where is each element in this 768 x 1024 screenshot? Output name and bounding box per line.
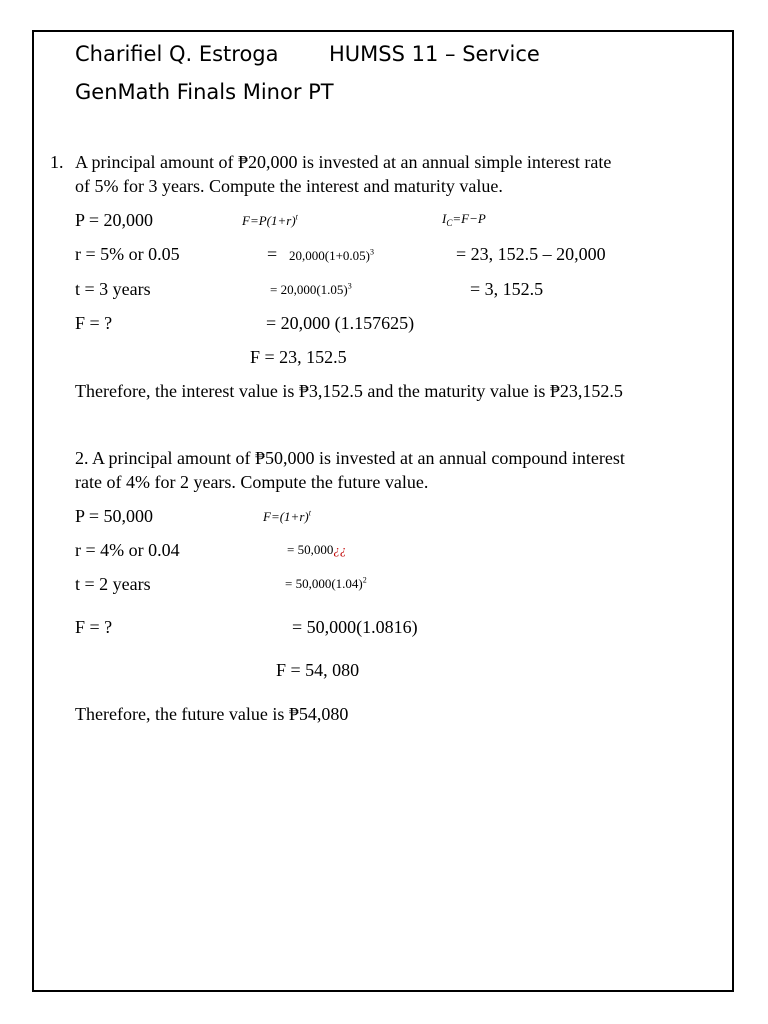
problem2-statement-line2: rate of 4% for 2 years. Compute the future value. xyxy=(75,472,429,492)
problem2-conclusion: Therefore, the future value is ₱54,080 xyxy=(75,704,349,724)
problem1-formula: $F=P(1+r)^t$ xyxy=(242,212,298,228)
problem2-given-principal: P = 50,000 xyxy=(75,506,153,526)
problem1-statement-line2: of 5% for 3 years. Compute the interest and maturity value. xyxy=(75,176,503,196)
problem1-step2: = $20,000(1.05)^3$ xyxy=(270,281,352,297)
problem1-interest-formula: $I_C=F-P$ xyxy=(442,211,486,228)
document-subtitle: GenMath Finals Minor PT xyxy=(75,80,334,104)
problem1-given-future: F = ? xyxy=(75,313,113,333)
student-name: Charifiel Q. Estroga xyxy=(75,42,279,66)
problem2-given-time: t = 2 years xyxy=(75,574,151,594)
problem1-result: F = 23, 152.5 xyxy=(250,347,347,367)
problem2-formula: $F=(1+r)^t$ xyxy=(263,508,311,524)
problem2-step2: = $50,000(1.04)^2$ xyxy=(285,575,367,591)
problem1-interest-step2: = 3, 152.5 xyxy=(470,279,544,299)
problem2-given-future: F = ? xyxy=(75,617,113,637)
problem1-step1: $20,000(1+0.05)^3$ xyxy=(289,247,374,263)
class-section: HUMSS 11 – Service xyxy=(329,42,540,66)
problem2-given-rate: r = 4% or 0.04 xyxy=(75,540,180,560)
problem1-given-time: t = 3 years xyxy=(75,279,151,299)
problem1-given-principal: P = 20,000 xyxy=(75,210,153,230)
problem2-step3: = 50,000(1.0816) xyxy=(292,617,418,637)
problem1-interest-step1: = 23, 152.5 – 20,000 xyxy=(456,244,606,264)
problem2-step1-error-glyph: ¿¿ xyxy=(333,542,347,557)
problem1-given-rate: r = 5% or 0.05 xyxy=(75,244,180,264)
problem1-statement-line1: A principal amount of ₱20,000 is invested at an annual simple interest rate xyxy=(75,152,612,172)
problem1-conclusion: Therefore, the interest value is ₱3,152.5 and the maturity value is ₱23,152.5 xyxy=(75,381,623,401)
problem1-step1-equals: = xyxy=(267,244,278,264)
problem2-step1: = 50,000¿¿ xyxy=(287,542,347,557)
problem1-number: 1. xyxy=(50,152,64,172)
problem2-result: F = 54, 080 xyxy=(276,660,360,680)
problem1-step3: = 20,000 (1.157625) xyxy=(266,313,415,333)
problem2-statement-line1: 2. A principal amount of ₱50,000 is invested at an annual compound interest xyxy=(75,448,625,468)
